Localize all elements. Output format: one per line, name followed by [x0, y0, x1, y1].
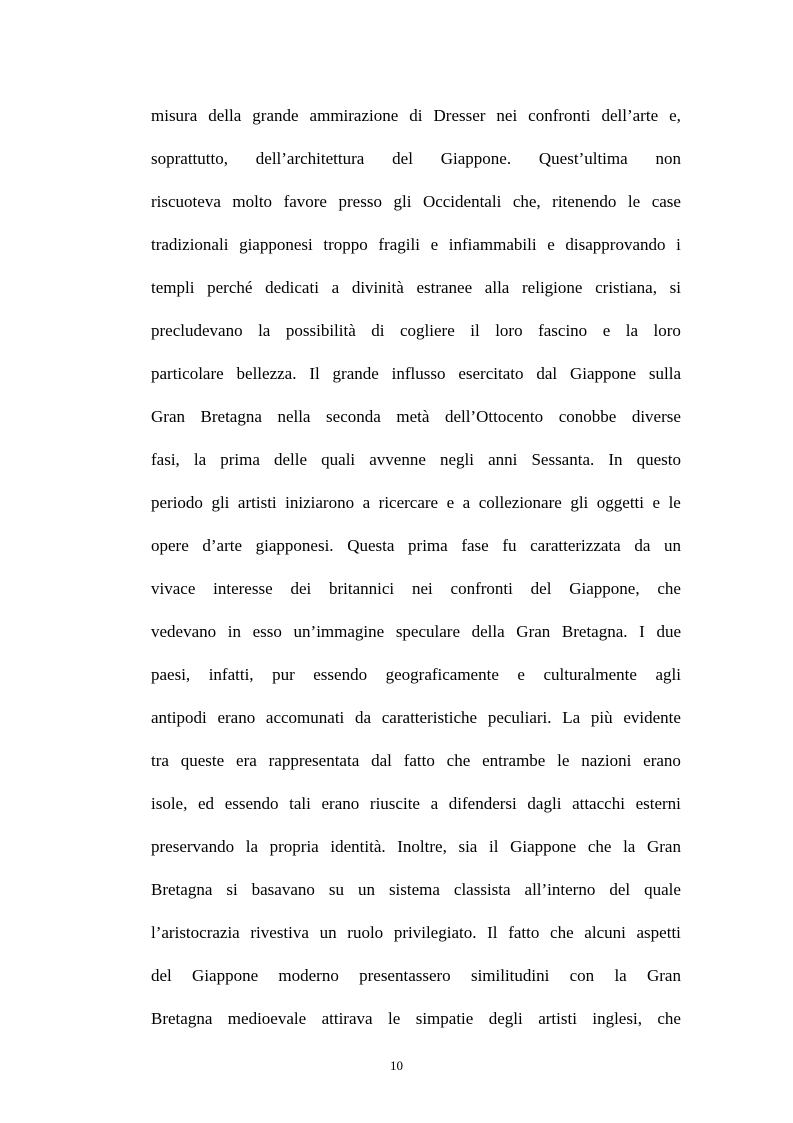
word: si	[669, 278, 681, 297]
word: dell’arte	[601, 106, 659, 125]
word: e	[517, 665, 525, 684]
word: Giappone	[192, 966, 259, 985]
word: britannici	[329, 579, 395, 598]
word: esercitato	[458, 364, 524, 383]
word: bellezza.	[236, 364, 297, 383]
word: giapponesi	[239, 235, 313, 254]
word: rappresentata	[268, 751, 360, 770]
word: d’arte	[202, 536, 243, 555]
word: Giappone.	[440, 149, 512, 168]
word: ruolo	[347, 923, 384, 942]
word: diverse	[631, 407, 681, 426]
word: e	[547, 235, 555, 254]
word: un	[357, 880, 375, 899]
word: la	[245, 837, 258, 856]
word: il	[489, 837, 499, 856]
word: confronti	[450, 579, 513, 598]
word: dedicati	[265, 278, 319, 297]
text-line	[151, 789, 681, 832]
word: case	[651, 192, 681, 211]
word: agli	[655, 665, 681, 684]
word: le	[627, 192, 641, 211]
word: dagli	[527, 794, 562, 813]
word: privilegiato.	[393, 923, 477, 942]
word: del	[392, 149, 413, 168]
word: degli	[488, 1009, 523, 1028]
word: fragili	[378, 235, 420, 254]
word: Gran	[646, 837, 681, 856]
word: infiammabili	[448, 235, 537, 254]
word: la	[614, 966, 627, 985]
word: artisti	[237, 493, 277, 512]
word: del	[530, 579, 552, 598]
word: templi	[151, 278, 195, 297]
word: erano	[217, 708, 256, 727]
word: accomunati	[265, 708, 345, 727]
word: estranee	[416, 278, 473, 297]
word: a	[462, 493, 471, 512]
word: cristiana,	[595, 278, 657, 297]
word: metà	[396, 407, 430, 426]
word: dal	[371, 751, 392, 770]
word: medioevale	[227, 1009, 307, 1028]
word: fascino	[538, 321, 588, 340]
word: influsso	[391, 364, 446, 383]
text-line	[151, 101, 681, 144]
word: un	[319, 923, 337, 942]
word: artisti	[538, 1009, 577, 1028]
word: attacchi	[572, 794, 625, 813]
text-line	[151, 144, 681, 187]
word: erano	[321, 794, 360, 813]
word: Occidentali	[422, 192, 502, 211]
word: iniziarono	[285, 493, 355, 512]
word: inglesi,	[592, 1009, 642, 1028]
word: sia	[458, 837, 478, 856]
word: e	[430, 235, 439, 254]
word: a	[430, 794, 439, 813]
word: misura	[151, 106, 198, 125]
word: che,	[512, 192, 541, 211]
word: seconda	[326, 407, 381, 426]
word: della	[208, 106, 242, 125]
word: preservando	[151, 837, 235, 856]
word: e	[446, 493, 455, 512]
word: erano	[643, 751, 681, 770]
word: nazioni	[581, 751, 632, 770]
word: sistema	[388, 880, 440, 899]
word: di	[371, 321, 385, 340]
word: aspetti	[636, 923, 681, 942]
word: isole,	[151, 794, 188, 813]
word: tra	[151, 751, 169, 770]
word: collezionare	[478, 493, 562, 512]
word: tradizionali	[151, 235, 229, 254]
word: loro	[495, 321, 523, 340]
word: identità.	[330, 837, 386, 856]
word: nei	[496, 106, 518, 125]
word: speculare	[395, 622, 460, 641]
word: prima	[408, 536, 448, 555]
word: religione	[522, 278, 583, 297]
word: paesi,	[151, 665, 191, 684]
word: prima	[220, 450, 260, 469]
word: disapprovando	[565, 235, 666, 254]
word: Gran	[646, 966, 681, 985]
word: infatti,	[208, 665, 254, 684]
word: evidente	[623, 708, 681, 727]
word: più	[590, 708, 613, 727]
word: Quest’ultima	[538, 149, 628, 168]
word: tali	[289, 794, 311, 813]
word: e	[652, 493, 661, 512]
word: esterni	[635, 794, 681, 813]
word: similitudini	[470, 966, 550, 985]
word: del	[609, 880, 631, 899]
word: essendo	[224, 794, 279, 813]
word: un	[663, 536, 681, 555]
word: ritenendo	[552, 192, 617, 211]
text-line	[151, 617, 681, 660]
word: gli	[393, 192, 412, 211]
word: molto	[232, 192, 273, 211]
text-line	[151, 832, 681, 875]
word: all’interno	[524, 880, 596, 899]
word: attirava	[321, 1009, 373, 1028]
word: quale	[644, 880, 681, 899]
text-line	[151, 273, 681, 316]
word: soprattutto,	[151, 149, 228, 168]
word: cogliere	[400, 321, 455, 340]
word: In	[608, 450, 623, 469]
word: con	[569, 966, 595, 985]
word: un’immagine	[293, 622, 385, 641]
word: Dresser	[433, 106, 486, 125]
word: Gran	[151, 407, 185, 426]
word: grande	[332, 364, 379, 383]
text-line	[151, 961, 681, 1004]
word: Bretagna	[200, 407, 262, 426]
word: Bretagna	[151, 1009, 213, 1028]
word: geograficamente	[385, 665, 499, 684]
word: presentassero	[359, 966, 451, 985]
word: interesse	[213, 579, 273, 598]
text-line	[151, 187, 681, 230]
word: troppo	[323, 235, 368, 254]
word: alla	[484, 278, 510, 297]
word: di	[409, 106, 423, 125]
word: si	[226, 880, 238, 899]
word: nella	[277, 407, 311, 426]
text-line	[151, 660, 681, 703]
word: Inoltre,	[397, 837, 447, 856]
word: conobbe	[558, 407, 617, 426]
word: Bretagna.	[561, 622, 628, 641]
text-line	[151, 402, 681, 445]
word: Giappone,	[569, 579, 640, 598]
word: opere	[151, 536, 189, 555]
word: basavano	[251, 880, 315, 899]
word: favore	[283, 192, 327, 211]
word: periodo	[151, 493, 203, 512]
word: quali	[321, 450, 356, 469]
word: perché	[207, 278, 253, 297]
word: nei	[411, 579, 433, 598]
word: moderno	[278, 966, 339, 985]
word: culturalmente	[543, 665, 637, 684]
word: fatto	[508, 923, 540, 942]
word: precludevano	[151, 321, 243, 340]
word: Sessanta.	[531, 450, 595, 469]
word: confronti	[528, 106, 591, 125]
text-line	[151, 1004, 681, 1047]
word: delle	[274, 450, 308, 469]
word: i	[676, 235, 681, 254]
word: le	[668, 493, 681, 512]
word: che	[587, 837, 612, 856]
word: due	[656, 622, 681, 641]
word: propria	[269, 837, 319, 856]
text-line	[151, 703, 681, 746]
text-line	[151, 445, 681, 488]
word: ammirazione	[309, 106, 399, 125]
word: su	[328, 880, 344, 899]
word: Il	[487, 923, 498, 942]
word: sulla	[648, 364, 681, 383]
text-line	[151, 230, 681, 273]
word: in	[227, 622, 241, 641]
word: che	[657, 579, 681, 598]
word: da	[634, 536, 651, 555]
text-line	[151, 746, 681, 789]
word: giapponesi.	[255, 536, 334, 555]
word: gli	[570, 493, 589, 512]
word: dal	[536, 364, 558, 383]
word: dei	[290, 579, 312, 598]
text-line	[151, 531, 681, 574]
word: I	[639, 622, 645, 641]
word: era	[236, 751, 257, 770]
word: la	[193, 450, 207, 469]
word: la	[258, 321, 271, 340]
text-line	[151, 359, 681, 402]
word: da	[355, 708, 372, 727]
word: le	[557, 751, 570, 770]
word: presso	[338, 192, 382, 211]
word: ed	[198, 794, 215, 813]
word: e,	[669, 106, 681, 125]
text-line	[151, 488, 681, 531]
text-line	[151, 918, 681, 961]
word: e	[602, 321, 611, 340]
word: della	[471, 622, 505, 641]
word: oggetti	[596, 493, 644, 512]
word: caratteristiche	[381, 708, 478, 727]
word: difendersi	[448, 794, 517, 813]
word: pur	[272, 665, 295, 684]
word: avvenne	[369, 450, 426, 469]
word: ricercare	[378, 493, 439, 512]
word: particolare	[151, 364, 224, 383]
word: queste	[180, 751, 225, 770]
word: non	[655, 149, 681, 168]
word: riuscite	[369, 794, 420, 813]
word: rivestiva	[250, 923, 309, 942]
word: divinità	[351, 278, 404, 297]
text-line	[151, 574, 681, 617]
word: vivace	[151, 579, 196, 598]
word: peculiari.	[487, 708, 552, 727]
word: classista	[453, 880, 511, 899]
word: che	[446, 751, 471, 770]
word: questo	[636, 450, 681, 469]
word: fasi,	[151, 450, 180, 469]
word: Gran	[516, 622, 551, 641]
word: grande	[252, 106, 299, 125]
word: le	[388, 1009, 401, 1028]
word: fu	[502, 536, 517, 555]
word: Il	[309, 364, 320, 383]
word: a	[331, 278, 340, 297]
word: anni	[488, 450, 518, 469]
word: loro	[653, 321, 681, 340]
word: essendo	[313, 665, 368, 684]
word: dell’Ottocento	[444, 407, 544, 426]
word: Bretagna	[151, 880, 213, 899]
word: possibilità	[285, 321, 356, 340]
text-line	[151, 316, 681, 359]
body-paragraph	[151, 101, 681, 1047]
word: la	[625, 321, 639, 340]
word: alcuni	[584, 923, 626, 942]
page-number: 10	[390, 1058, 403, 1073]
word: dell’architettura	[255, 149, 365, 168]
word: entrambe	[482, 751, 546, 770]
word: vedevano	[151, 622, 217, 641]
text-line	[151, 875, 681, 918]
word: negli	[439, 450, 474, 469]
word: fatto	[403, 751, 435, 770]
word: Questa	[347, 536, 395, 555]
word: che	[657, 1009, 681, 1028]
word: riscuoteva	[151, 192, 221, 211]
word: la	[623, 837, 636, 856]
word: simpatie	[415, 1009, 474, 1028]
word: l’aristocrazia	[151, 923, 240, 942]
word: a	[362, 493, 371, 512]
word: esso	[252, 622, 282, 641]
word: gli	[211, 493, 230, 512]
word: La	[562, 708, 581, 727]
word: antipodi	[151, 708, 207, 727]
word: caratterizzata	[530, 536, 621, 555]
word: del	[151, 966, 172, 985]
word: che	[550, 923, 574, 942]
word: fase	[461, 536, 489, 555]
word: il	[470, 321, 480, 340]
word: Giappone	[510, 837, 577, 856]
word: Giappone	[569, 364, 637, 383]
